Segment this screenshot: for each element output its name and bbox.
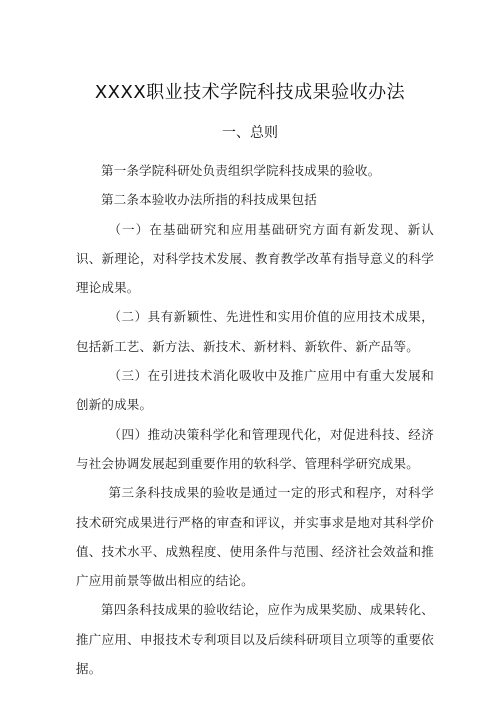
document-body bbox=[76, 156, 434, 683]
paragraph-item-3: （三）在引进技术消化吸收中及推广应用中有重大发展和创新的成果。 bbox=[76, 368, 434, 413]
paragraph-article-4: 第四条科技成果的验收结论，应作为成果奖励、成果转化、推广应用、申报技术专利项目以及后续科研项目立项等的重要依据。 bbox=[76, 602, 434, 677]
paragraph-item-4: （四）推动决策科学化和管理现代化，对促进科技、经济与社会协调发展起到重要作用的软科学、管理科学研究成果。 bbox=[76, 426, 434, 471]
paragraph-article-1: 第一条学院科研处负责组织学院科技成果的验收。 bbox=[101, 163, 381, 178]
paragraph-article-2: 第二条本验收办法所指的科技成果包括 bbox=[101, 192, 317, 208]
paragraph-item-1: （一）在基础研究和应用基础研究方面有新发现、新认识、新理论，对科学技术发展、教育教学改革有指导意义的科学理论成果。 bbox=[76, 221, 434, 296]
document-title: XXXX职业技术学院科技成果验收办法 bbox=[94, 82, 406, 103]
section-heading: 一、总则 bbox=[222, 125, 278, 141]
paragraph-article-3: 第三条科技成果的验收是通过一定的形式和程序，对科学技术研究成果进行严格的审查和评议，并实事求是地对其科学价值、技术水平、成熟程度、使用条件与范围、经济社会效益和推广应用前景等做出相应的结论。 bbox=[76, 485, 434, 589]
paragraph-item-2: （二）具有新颖性、先进性和实用价值的应用技术成果，包括新工艺、新方法、新技术、新材料、新软件、新产品等。 bbox=[76, 309, 434, 354]
